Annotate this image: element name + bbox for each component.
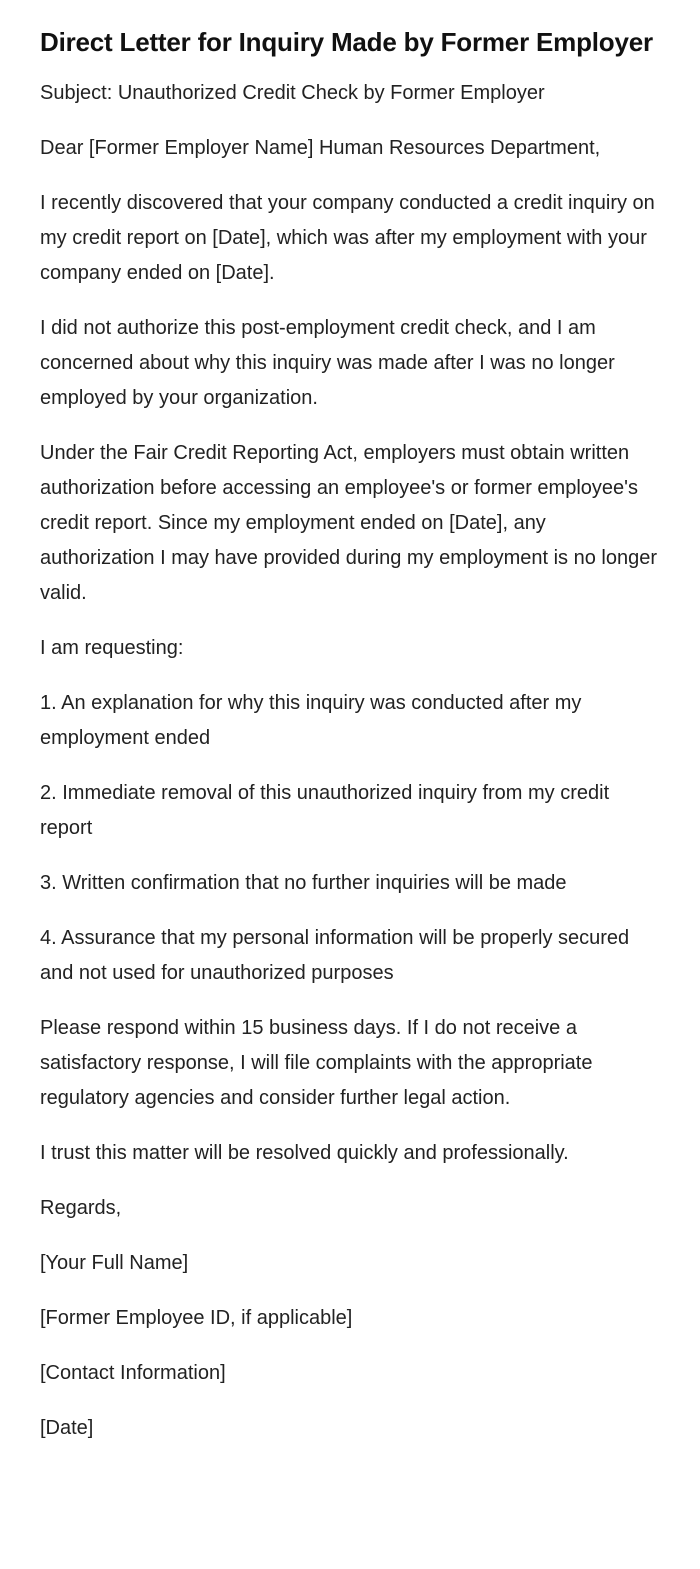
request-item: 2. Immediate removal of this unauthorized inquiry from my credit report	[40, 782, 610, 839]
signature-employee-id: [Former Employee ID, if applicable]	[40, 1307, 353, 1329]
salutation: Dear [Former Employer Name] Human Resources Department,	[40, 137, 601, 159]
paragraph-deadline: Please respond within 15 business days. If I do not receive a satisfactory response, I will file complaints with the appropriate regulatory agencies and consider further legal action.	[40, 1017, 593, 1109]
paragraph-discovery: I recently discovered that your company conducted a credit inquiry on my credit report on [Date], which was after my employment with your company ended on [Date].	[40, 192, 655, 284]
request-item: 4. Assurance that my personal information will be properly secured and not used for unauthorized purposes	[40, 927, 630, 984]
subject-line: Subject: Unauthorized Credit Check by Former Employer	[40, 82, 545, 104]
signature-date: [Date]	[40, 1417, 94, 1439]
paragraph-requesting: I am requesting:	[40, 637, 184, 659]
paragraph-trust: I trust this matter will be resolved quickly and professionally.	[40, 1142, 569, 1164]
request-item: 3. Written confirmation that no further inquiries will be made	[40, 872, 567, 894]
letter-body	[40, 76, 660, 1446]
signature-name: [Your Full Name]	[40, 1252, 189, 1274]
paragraph-concern: I did not authorize this post-employment credit check, and I am concerned about why this inquiry was made after I was no longer employed by your organization.	[40, 317, 615, 409]
paragraph-legal-basis: Under the Fair Credit Reporting Act, employers must obtain written authorization before accessing an employee's or former employee's credit report. Since my employment ended on [Date], any authorization I may have provided during my employment is no longer valid.	[40, 442, 657, 604]
signature-contact: [Contact Information]	[40, 1362, 226, 1384]
request-item: 1. An explanation for why this inquiry was conducted after my employment ended	[40, 692, 582, 749]
letter-title: Direct Letter for Inquiry Made by Former Employer	[40, 27, 653, 57]
signoff: Regards,	[40, 1197, 122, 1219]
